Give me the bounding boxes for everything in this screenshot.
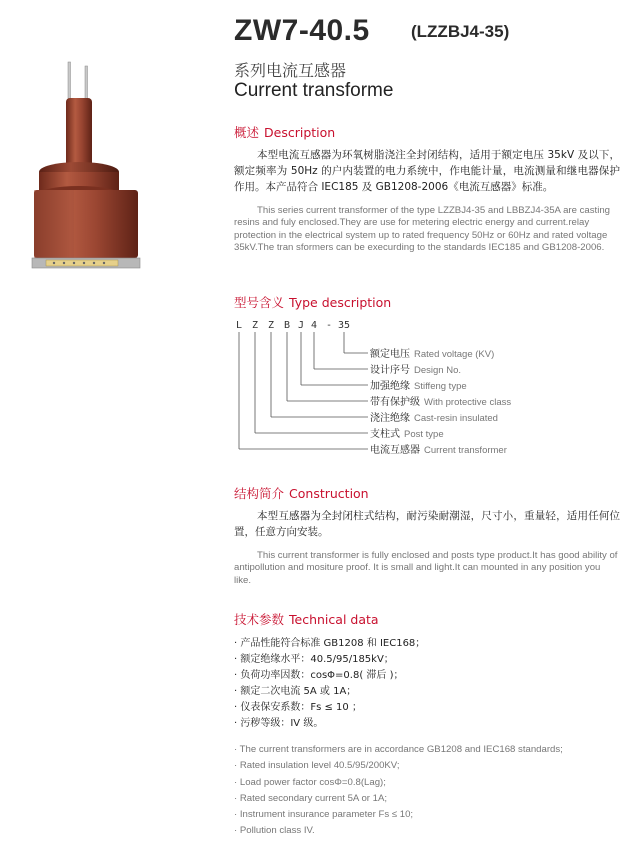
construction-text-en: This current transformer is fully enclosed and posts type product.It has good ability of antipollution and mositure proof. It is small and light.It can mounted in any position you like. [234, 550, 618, 586]
construction-text-cn: 本型互感器为全封闭柱式结构，耐污染耐潮湿，尺寸小，重量轻，适用任何位置，任意方向安装。 [234, 510, 620, 538]
list-item: · Load power factor cosΦ=0.8(Lag); [234, 776, 386, 788]
type-label: 额定电压 Rated voltage (KV) [370, 349, 495, 360]
list-item: · 污秽等级：IV 级。 [234, 718, 324, 729]
list-item: · Rated insulation level 40.5/95/200KV; [234, 760, 400, 772]
type-label: 浇注绝缘 Cast-resin insulated [370, 413, 498, 424]
list-item: · Pollution class IV. [234, 825, 315, 837]
description-text-en: This series current transformer of the type LZZBJ4-35 and LBBZJ4-35A are casting resins and fuly enclosed.They are use for metering electric energy and current.relay protection in the electrical system up to rated frequency 50Hz or 60Hz and rated voltage 35kV.The tran sformers can be execurding to the standards IEC185 and GB1208-2006. [234, 205, 610, 254]
code-char: Z [268, 320, 275, 331]
description-text-cn: 本型电流互感器为环氧树脂浇注全封闭结构，适用于额定电压 35kV 及以下，额定频率为 50Hz 的户内装置的电力系统中，作电能计量，电流测量和继电器保护作用。本产品符合 IEC185 及 GB1208-2006《电流互感器》标准。 [234, 149, 620, 193]
type-label: 电流互感器 Current transformer [370, 445, 507, 456]
description-heading-en: Description [264, 125, 336, 140]
product-title: ZW7-40.5 [234, 14, 370, 47]
list-item: · 产品性能符合标准 GB1208 和 IEC168； [234, 638, 426, 649]
construction-heading-en: Construction [289, 486, 369, 501]
subtitle-english: Current transforme [234, 80, 394, 101]
technical-list-en [234, 742, 563, 840]
code-char: J [298, 320, 305, 331]
subtitle-chinese: 系列电流互感器 [234, 61, 347, 80]
construction-heading-cn: 结构简介 [234, 486, 285, 501]
list-item: · Rated secondary current 5A or 1A; [234, 792, 388, 804]
type-label: 带有保护级 With protective class [370, 397, 512, 408]
technical-heading-cn: 技术参数 [234, 612, 285, 627]
type-heading [234, 293, 391, 311]
type-heading-en: Type description [289, 295, 392, 310]
code-char: - [326, 320, 333, 331]
code-char: 4 [311, 320, 318, 331]
technical-heading-en: Technical data [289, 612, 379, 627]
list-item: · 额定绝缘水平：40.5/95/185kV； [234, 654, 394, 665]
description-heading [234, 123, 335, 141]
list-item: · 负荷功率因数：cosΦ=0.8( 滞后 )； [234, 670, 404, 681]
code-char: L [236, 320, 243, 331]
type-label: 设计序号 Design No. [370, 365, 461, 376]
list-item: · The current transformers are in accordance GB1208 and IEC168 standards; [234, 744, 563, 755]
construction-heading [234, 484, 369, 502]
list-item: · 额定二次电流 5A 或 1A； [234, 686, 357, 697]
type-label: 加强绝缘 Stiffeng type [370, 381, 467, 392]
list-item: · Instrument insurance parameter Fs ≤ 10; [234, 809, 414, 821]
description-heading-cn: 概述 [234, 125, 260, 140]
technical-heading [234, 610, 379, 628]
list-item: · 仪表保安系数：Fs ≤ 10 ； [234, 702, 362, 713]
technical-list-cn [234, 636, 425, 732]
product-photo [28, 58, 146, 288]
type-heading-cn: 型号含义 [234, 295, 285, 310]
code-char: 35 [338, 320, 351, 331]
code-char: Z [252, 320, 259, 331]
type-label: 支柱式 Post type [370, 429, 444, 440]
code-char: B [284, 320, 291, 331]
type-code-diagram [232, 316, 562, 460]
product-model: (LZZBJ4-35) [411, 22, 510, 41]
